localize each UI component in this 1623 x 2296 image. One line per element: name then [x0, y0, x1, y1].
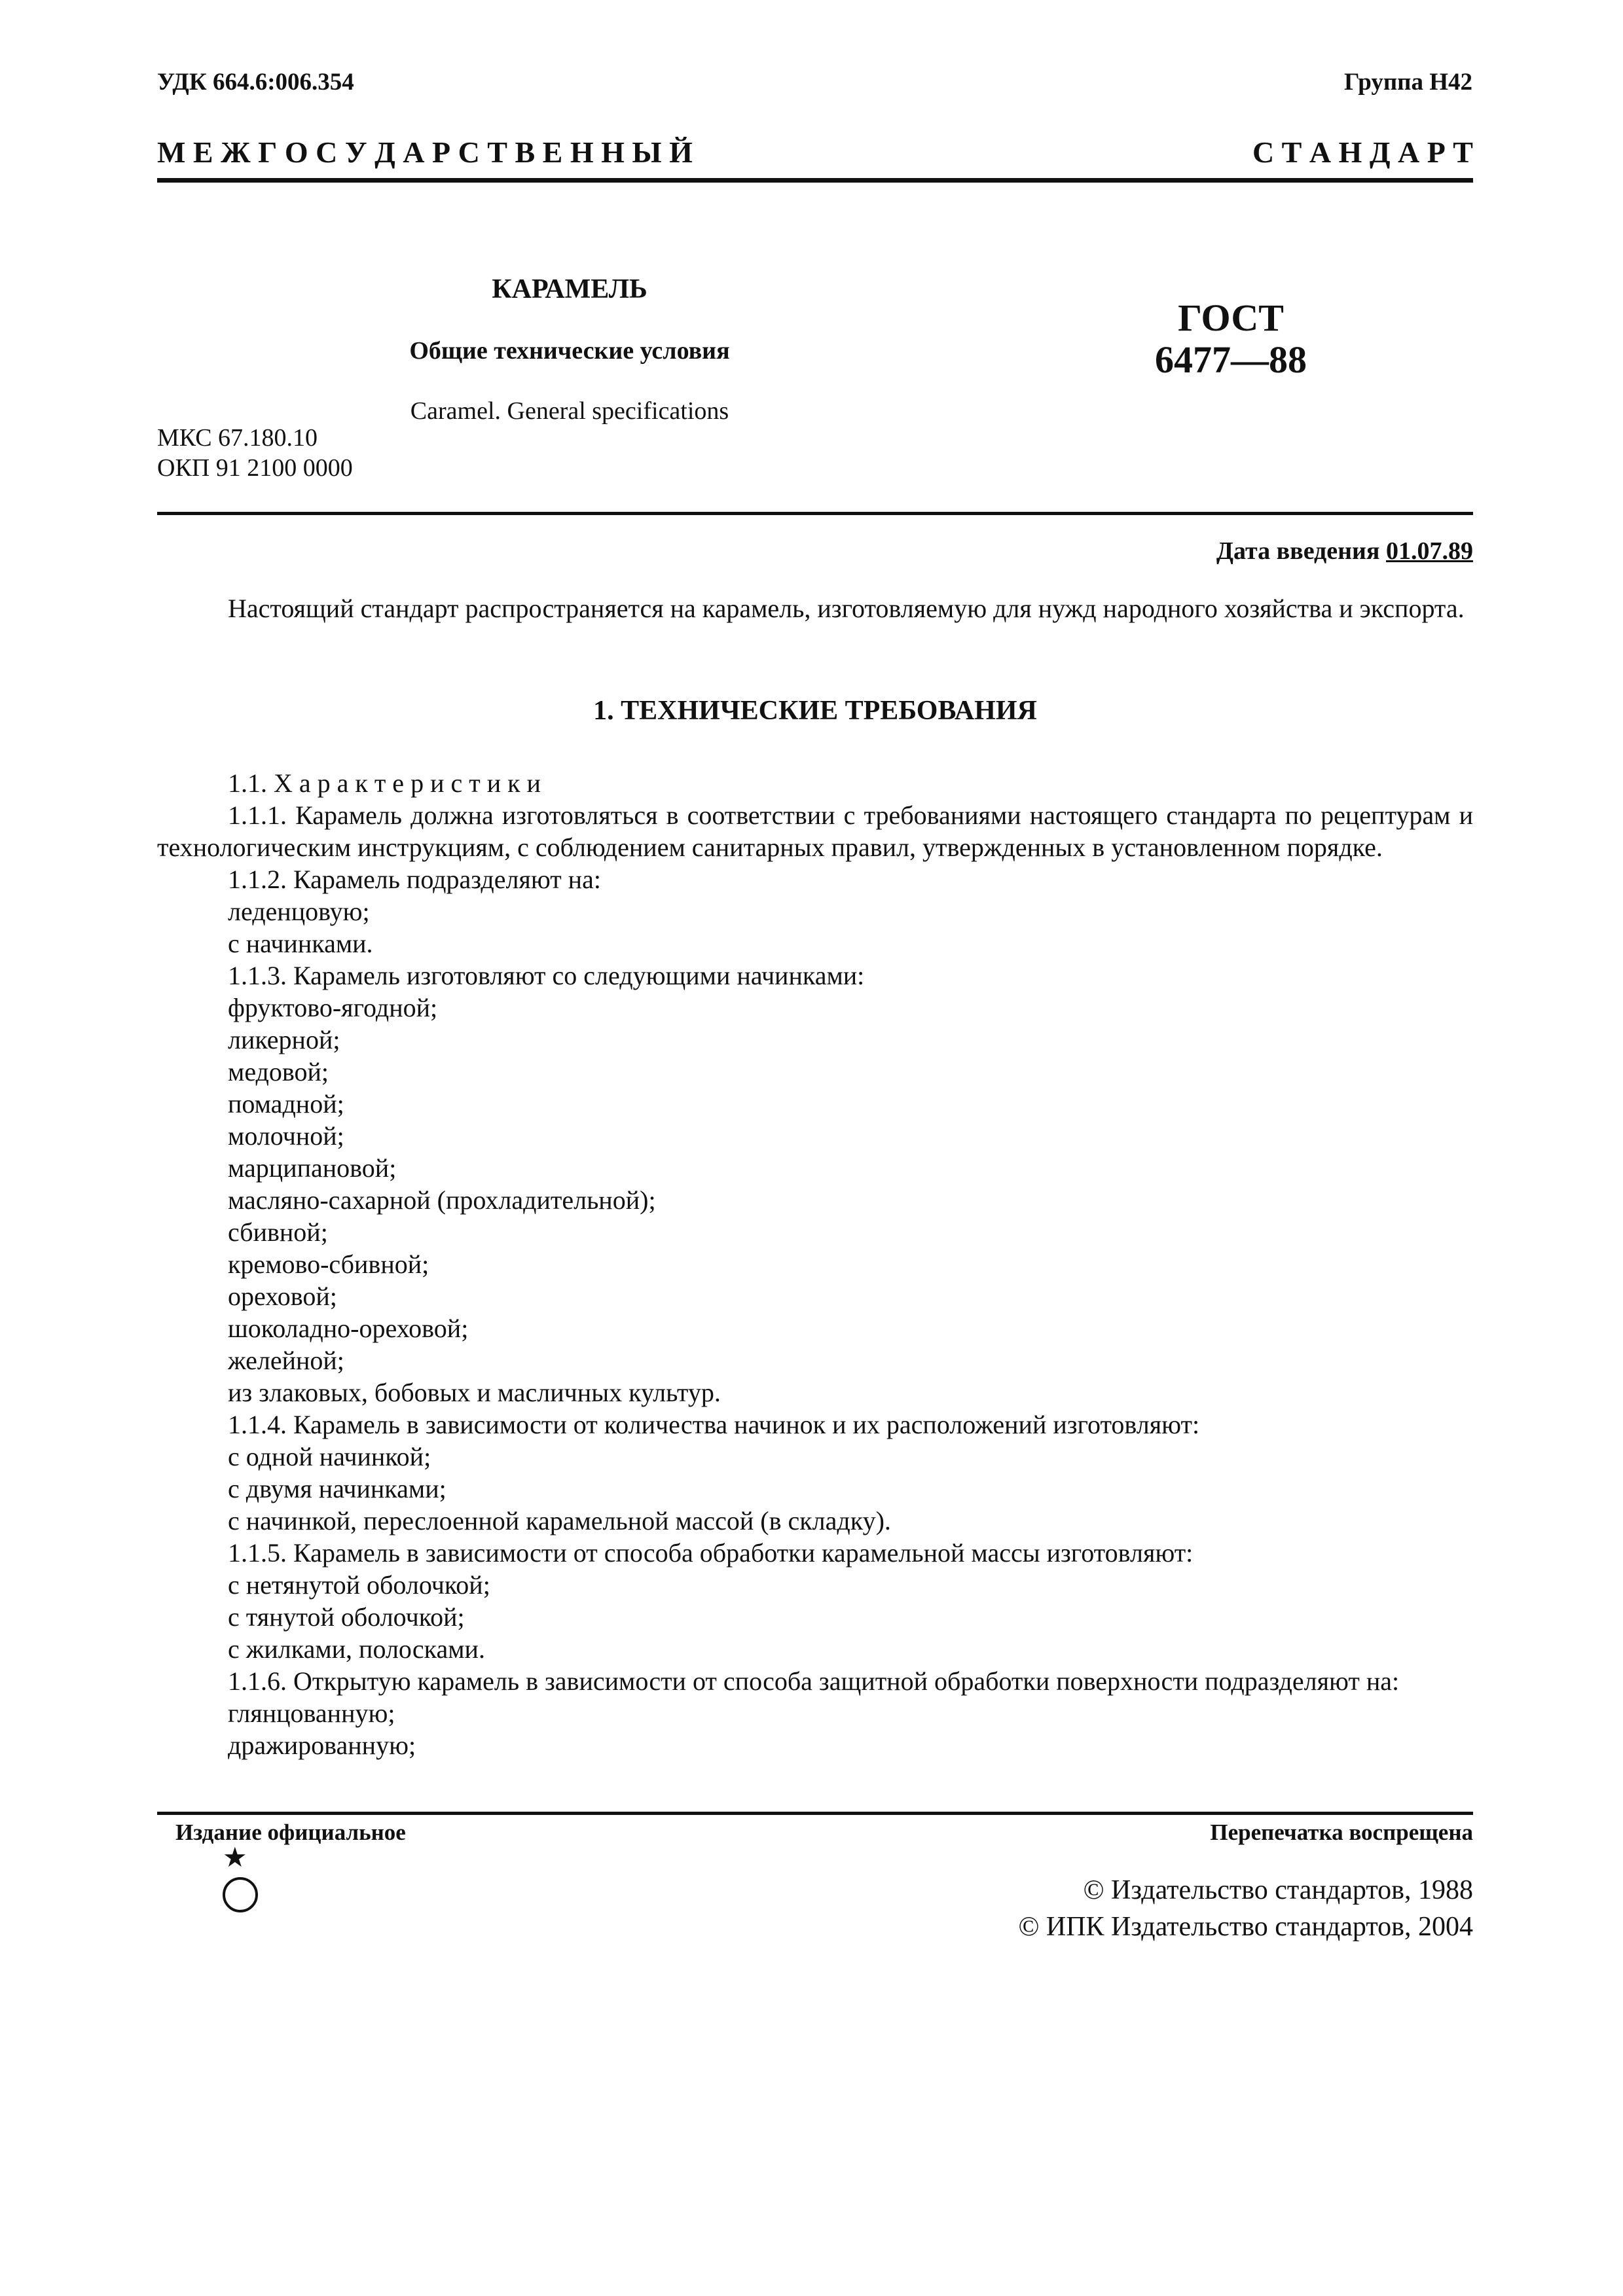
english-title: Caramel. General specifications [410, 397, 729, 425]
list-item: с одной начинкой; [228, 1442, 431, 1471]
copyright-2004: © ИПК Издательство стандартов, 2004 [1018, 1912, 1473, 1942]
document-title: КАРАМЕЛЬ [492, 274, 647, 304]
list-item: леденцовую; [228, 897, 370, 926]
gost-label: ГОСТ [1178, 296, 1284, 339]
list-item: помадной; [228, 1089, 344, 1119]
list-item: шоколадно-ореховой; [228, 1314, 469, 1343]
paragraph: 1.1.5. Карамель в зависимости от способа обработки карамельной массы изготовляют: [228, 1538, 1194, 1568]
list-item: с начинками. [228, 929, 373, 958]
list-item: кремово-сбивной; [228, 1249, 429, 1279]
title-rule [157, 512, 1473, 515]
star-icon: ★ [223, 1843, 247, 1873]
circle-icon [223, 1877, 258, 1912]
paragraph: 1.1.1. Карамель должна изготовляться в соответствии с требованиями настоящего стандарта по рецептурам и технологическим инструкциям, с соблюдением санитарных правил, утвержденных в установленном порядке. [157, 800, 1473, 862]
banner-word-interstate: М Е Ж Г О С У Д А Р С Т В Е Н Н Ы Й [157, 135, 693, 169]
list-item: дражированную; [228, 1731, 416, 1760]
list-item: из злаковых, бобовых и масличных культур. [228, 1378, 721, 1407]
document-subtitle: Общие технические условия [409, 337, 730, 365]
copyright-1988: © Издательство стандартов, 1988 [1083, 1875, 1473, 1905]
reprint-prohibited: Перепечатка воспрещена [1210, 1820, 1473, 1845]
list-item: сбивной; [228, 1217, 328, 1247]
list-item: с двумя начинками; [228, 1474, 447, 1503]
paragraph: 1.1.2. Карамель подразделяют на: [228, 865, 601, 894]
okp-code: ОКП 91 2100 0000 [157, 454, 353, 482]
effective-date [1216, 537, 1473, 565]
effective-date-label: Дата введения [1216, 537, 1386, 565]
udk-code: УДК 664.6:006.354 [157, 69, 354, 96]
official-edition: Издание официальное [175, 1820, 406, 1845]
effective-date-value: 01.07.89 [1386, 537, 1473, 565]
intro-paragraph: Настоящий стандарт распространяется на карамель, изготовляемую для нужд народного хозяйства и экспорта. [228, 594, 1465, 623]
standard-banner [157, 135, 1473, 170]
requirements-content [157, 767, 1473, 1761]
header-rule [157, 178, 1473, 183]
list-item: молочной; [228, 1121, 344, 1151]
list-item: с тянутой оболочкой; [228, 1602, 465, 1632]
list-item: с жилками, полосками. [228, 1634, 485, 1664]
list-item: медовой; [228, 1057, 329, 1086]
list-item: масляно-сахарной (прохладительной); [228, 1185, 656, 1215]
list-item: желейной; [228, 1346, 344, 1375]
paragraph: 1.1.3. Карамель изготовляют со следующими начинками: [228, 961, 865, 990]
paragraph: 1.1.4. Карамель в зависимости от количества начинок и их расположений изготовляют: [228, 1410, 1200, 1439]
list-item: ликерной; [228, 1025, 340, 1054]
list-item: ореховой; [228, 1282, 337, 1311]
group-code: Группа Н42 [1344, 69, 1472, 96]
footer-rule [157, 1812, 1473, 1815]
list-item: фруктово-ягодной; [228, 993, 438, 1022]
mks-code: МКС 67.180.10 [157, 424, 318, 452]
banner-word-standard: С Т А Н Д А Р Т [1252, 135, 1473, 169]
gost-number: 6477—88 [1155, 338, 1307, 381]
list-item: марципановой; [228, 1153, 397, 1183]
paragraph: 1.1. Х а р а к т е р и с т и к и [228, 768, 541, 798]
list-item: с начинкой, переслоенной карамельной массой (в складку). [228, 1506, 891, 1535]
list-item: глянцованную; [228, 1698, 395, 1728]
list-item: с нетянутой оболочкой; [228, 1570, 490, 1600]
paragraph: 1.1.6. Открытую карамель в зависимости от способа защитной обработки поверхности подразделяют на: [228, 1666, 1400, 1696]
section-heading: 1. ТЕХНИЧЕСКИЕ ТРЕБОВАНИЯ [593, 696, 1037, 726]
